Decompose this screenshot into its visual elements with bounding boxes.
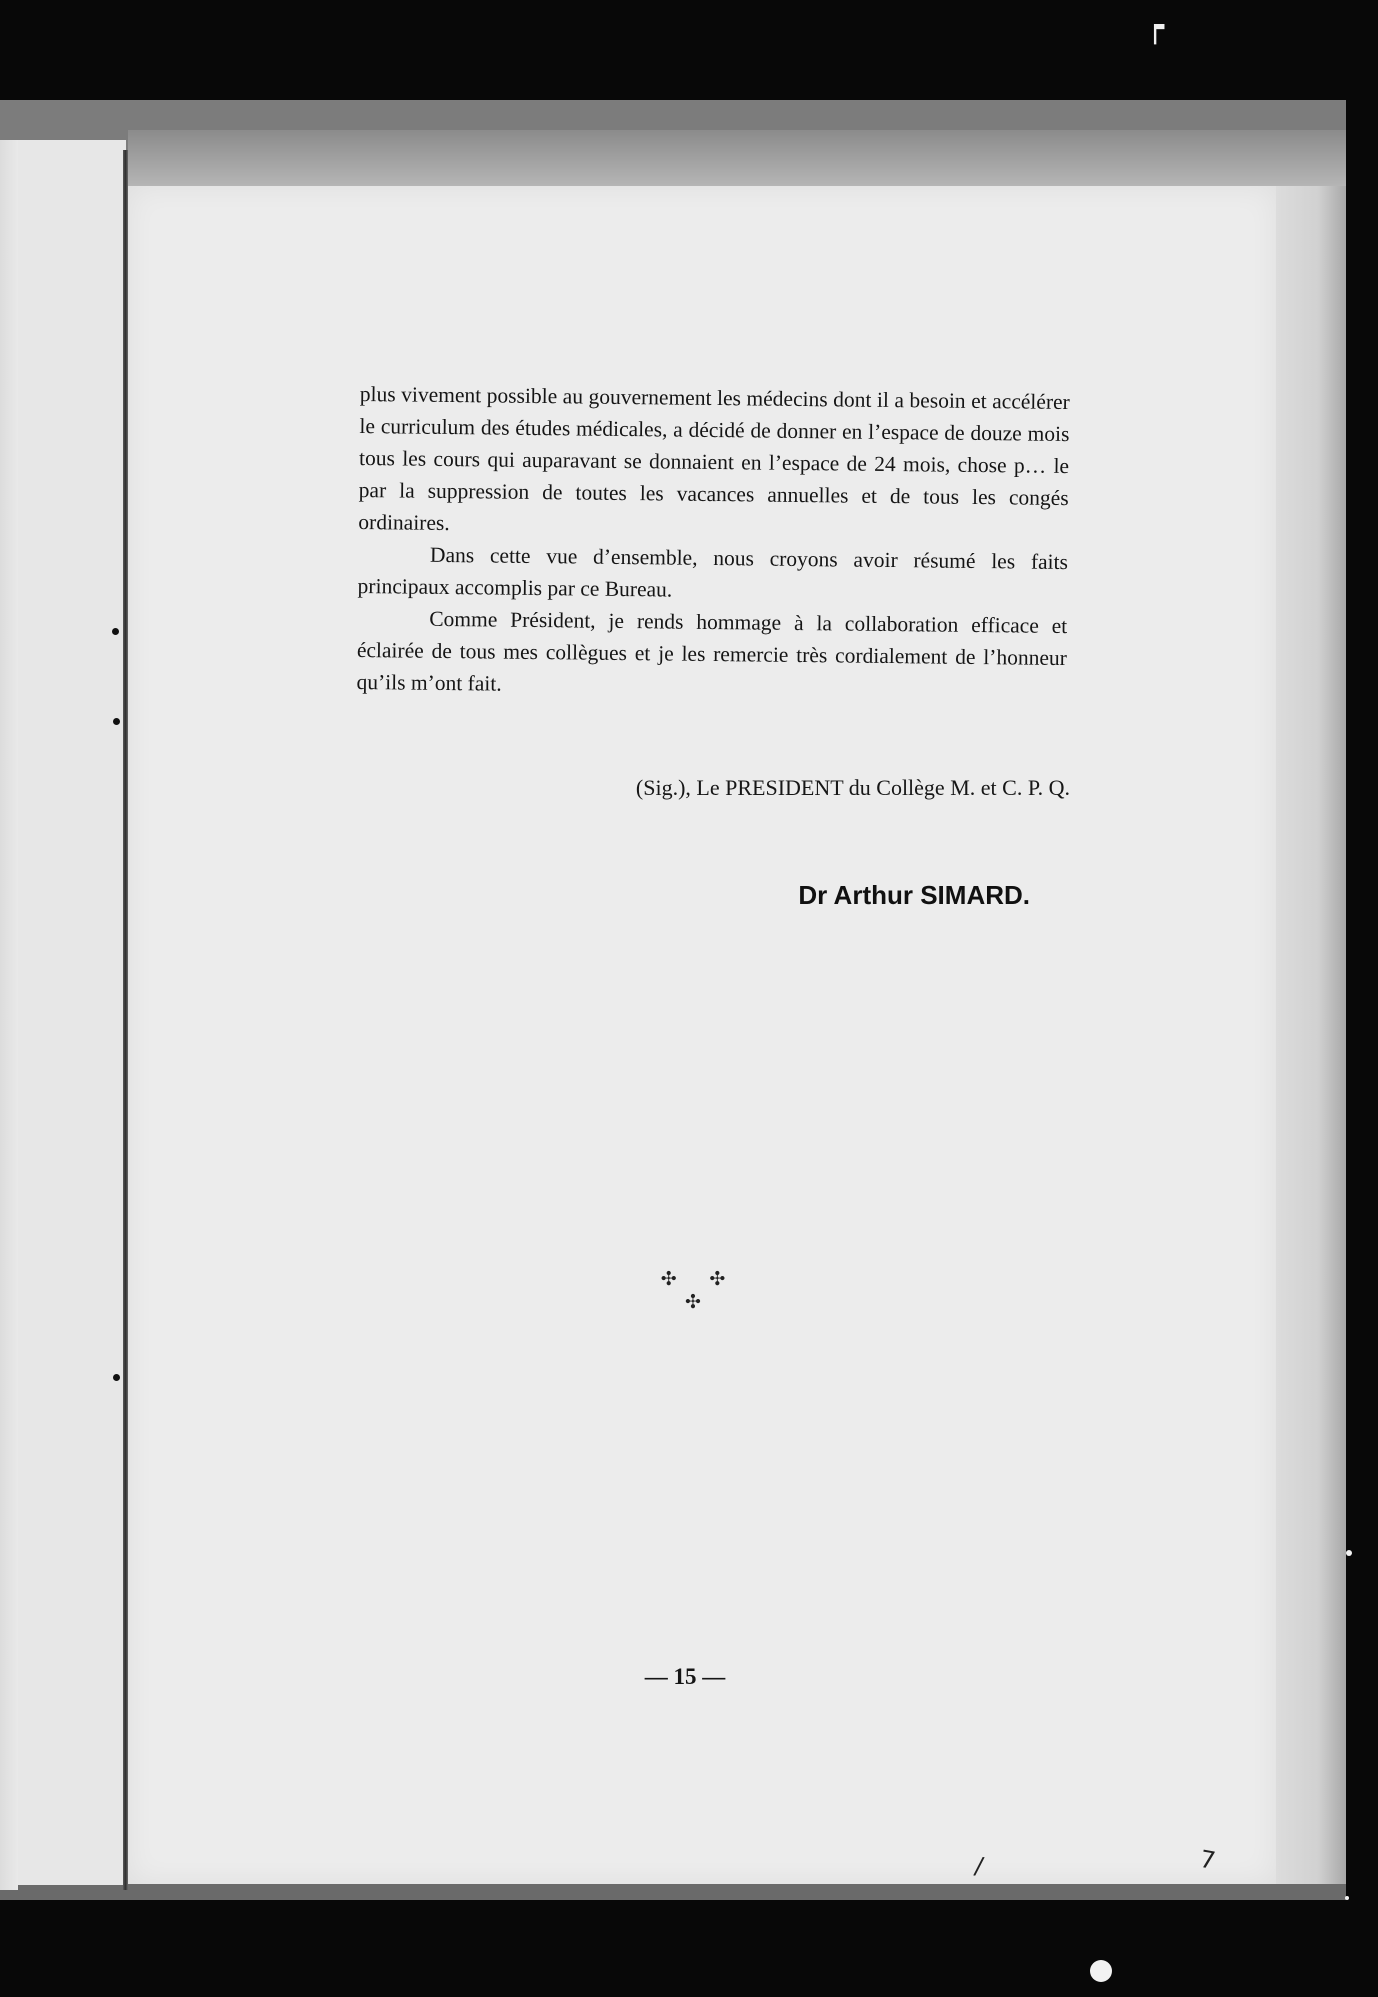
gutter-mark [113,1374,120,1381]
corner-mark-icon: ┍ [1146,10,1165,45]
paragraph-1: plus vivement possible au gouvernement les médecins dont il a besoin et accélérer le curriculum des études médicales, a décidé de donner en l’espace de douze mois tous les cours qui auparavant se donnaient en l’espace de 24 mois, chose p… le par la suppression de toutes les vacances annuelles et de tous les congés ordinaires. [358,381,1070,536]
right-page-edge [1276,186,1346,1884]
page-top-shadow [128,130,1346,190]
paragraph-3: Comme Président, je rends hommage à la collaboration efficace et éclairée de tous mes collègues et je les remercie très cordialement de l’honneur qu’ils m’ont fait. [356,606,1068,696]
ornament: ✣ ✣ ✣ [660,1269,740,1313]
pencil-mark-icon: 7 [1197,1844,1218,1876]
gutter-mark [113,718,120,725]
left-edge-highlight [0,140,18,1890]
signature-line: (Sig.), Le PRESIDENT du Collège M. et C. P. Q. [635,775,1070,800]
scan-speck [1346,1550,1352,1556]
scan-speck [1090,1960,1112,1982]
body-text [356,378,1070,706]
page-number: — 15 — [644,1664,726,1689]
left-page-edge [0,140,126,1885]
scan-speck [1345,1896,1349,1900]
pencil-mark-icon: / [972,1851,986,1881]
signature-name: Dr Arthur SIMARD. [798,880,1030,910]
paragraph-2: Dans cette vue d’ensemble, nous croyons avoir résumé les faits principaux accomplis par ce Bureau. [357,542,1069,602]
gutter-mark [112,628,119,635]
